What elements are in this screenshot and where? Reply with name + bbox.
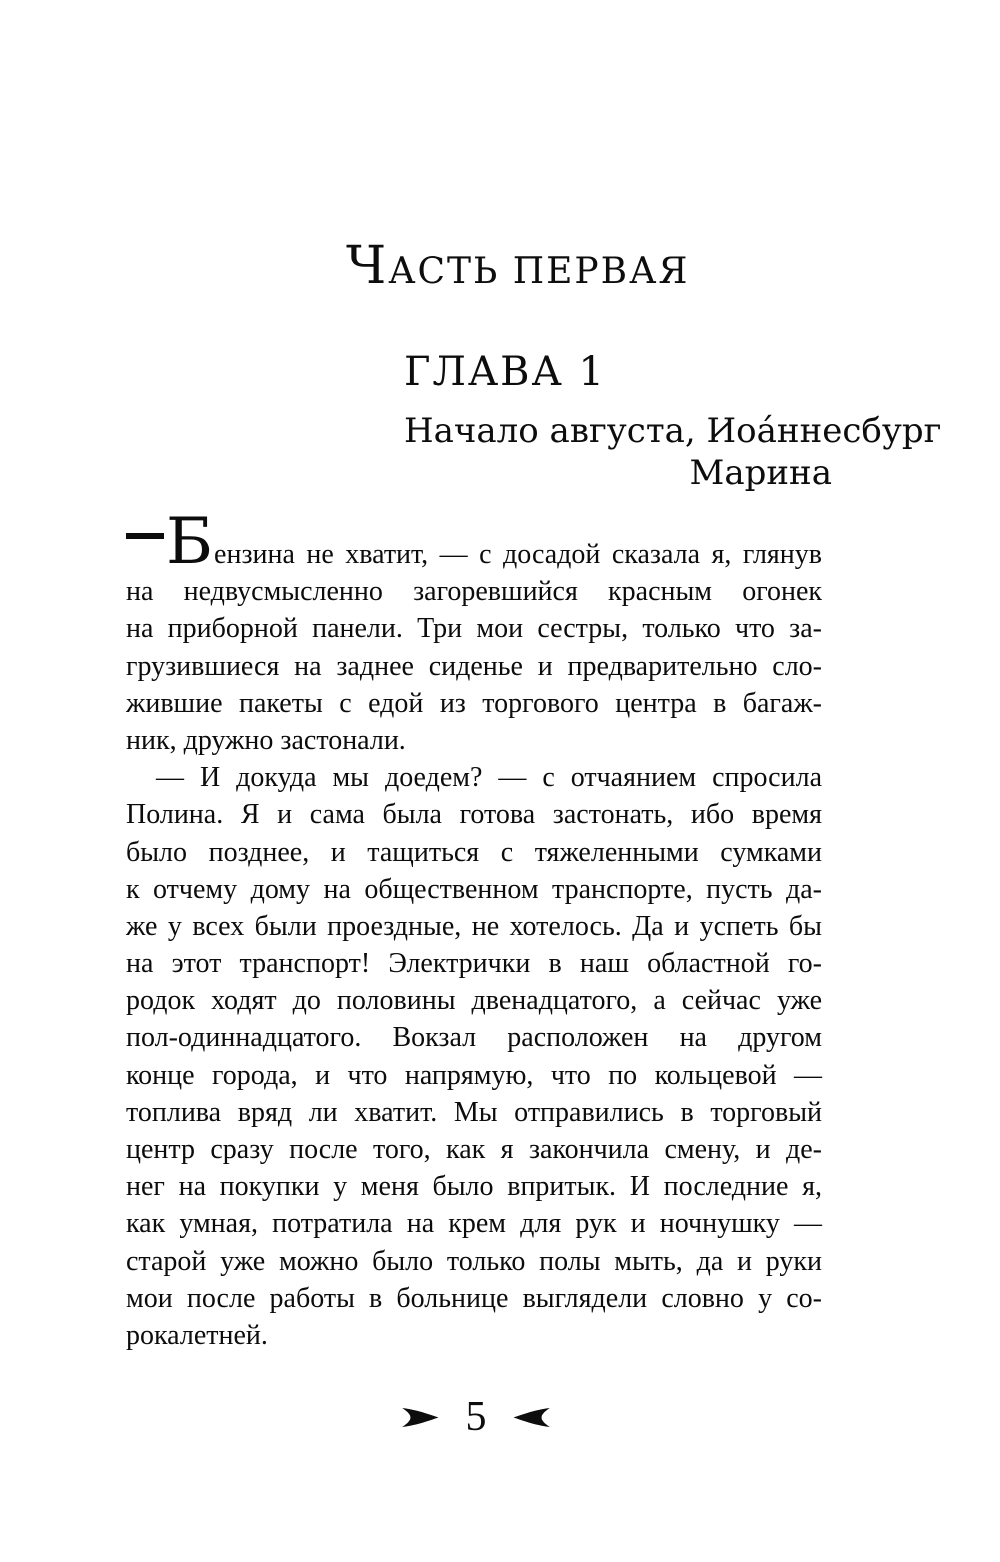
text-line: старой уже можно было только полы мыть, да и руки bbox=[126, 1245, 822, 1277]
text-line: ник, дружно застонали. bbox=[126, 724, 406, 756]
text-line: же у всех были проездные, не хотелось. Да и успеть бы bbox=[126, 910, 822, 942]
text-line: жившие пакеты с едой из торгового центра в багаж- bbox=[126, 687, 822, 719]
body-text bbox=[126, 505, 822, 1354]
arrow-left-ornament bbox=[513, 1408, 553, 1427]
text-line: было позднее, и тащиться с тяжеленными сумками bbox=[126, 836, 822, 868]
part-title-rest: АСТЬ ПЕРВАЯ bbox=[388, 251, 690, 292]
text-line: как умная, потратила на крем для рук и ночнушку — bbox=[126, 1208, 822, 1240]
initial-letter: Б bbox=[166, 505, 214, 579]
dialogue-dash bbox=[126, 533, 164, 539]
text-line: рокалетней. bbox=[126, 1319, 268, 1351]
subtitle-dateline: Начало августа, Иоа́ннесбург bbox=[404, 411, 942, 451]
arrow-right-ornament bbox=[400, 1408, 440, 1427]
text-line: конце города, и что напрямую, что по кольцевой — bbox=[126, 1059, 822, 1091]
text-line: Бензина не хватит, — с досадой сказала я, глянув bbox=[126, 536, 822, 573]
text-line: топлива вряд ли хватит. Мы отправились в торговый bbox=[126, 1096, 822, 1128]
text-line: к отчему дому на общественном транспорте, пусть да- bbox=[126, 873, 822, 905]
part-title bbox=[346, 236, 690, 296]
text-line: на этот транспорт! Электрички в наш областной го- bbox=[126, 948, 822, 980]
part-title-initial: Ч bbox=[346, 236, 389, 296]
text-line: мои после работы в больнице выглядели словно у со- bbox=[126, 1282, 822, 1314]
text-line: — И докуда мы доедем? — с отчаянием спросила bbox=[156, 762, 822, 794]
text-line: грузившиеся на заднее сиденье и предварительно сло- bbox=[126, 650, 822, 682]
chapter-subtitle bbox=[404, 410, 942, 494]
paragraph bbox=[126, 759, 822, 1354]
text-line: центр сразу после того, как я закончила смену, и де- bbox=[126, 1134, 822, 1165]
text-line: нег на покупки у меня было впритык. И последние я, bbox=[126, 1171, 822, 1203]
text-line: на приборной панели. Три мои сестры, только что за- bbox=[126, 613, 822, 645]
paragraph bbox=[126, 505, 822, 759]
page-footer bbox=[400, 1396, 553, 1438]
text-line: родок ходят до половины двенадцатого, а сейчас уже bbox=[126, 985, 822, 1017]
text-line: на недвусмысленно загоревшийся красным огонек bbox=[126, 576, 822, 608]
text-line: Полина. Я и сама была готова застонать, ибо время bbox=[126, 799, 822, 831]
text-line: пол-одиннадцатого. Вокзал расположен на другом bbox=[126, 1022, 822, 1054]
chapter-title: ГЛАВА 1 bbox=[404, 349, 607, 395]
subtitle-narrator: Марина bbox=[689, 453, 832, 493]
page-number: 5 bbox=[465, 1394, 487, 1440]
